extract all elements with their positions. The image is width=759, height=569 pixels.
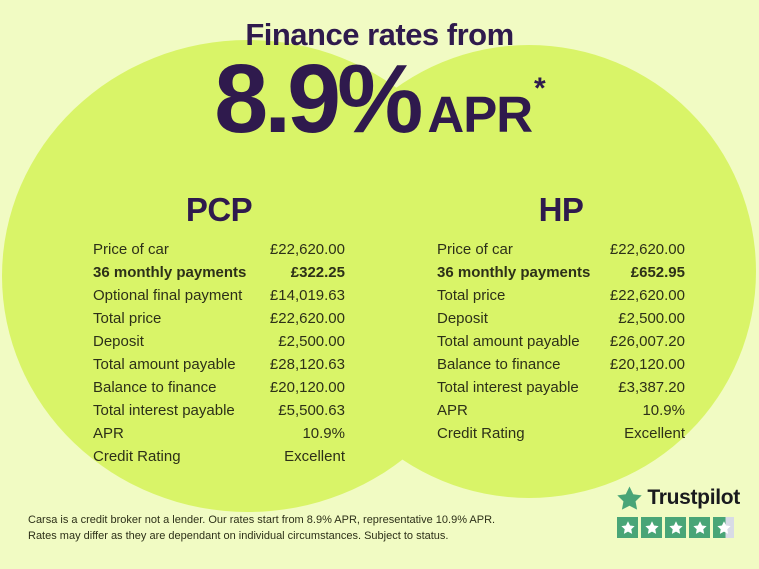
hp-row	[437, 307, 685, 330]
rate-value: 8.9%	[214, 44, 420, 153]
row-value: £3,387.20	[618, 379, 685, 396]
hp-rows	[437, 238, 685, 445]
row-label: APR	[437, 402, 468, 419]
trustpilot-star	[641, 517, 662, 538]
apr-label	[427, 72, 544, 144]
white-star-icon	[669, 521, 683, 534]
pcp-row	[93, 284, 345, 307]
trustpilot-star	[617, 517, 638, 538]
row-value: £652.95	[630, 264, 685, 281]
row-value: £20,120.00	[269, 379, 345, 396]
row-value: 10.9%	[642, 402, 685, 419]
hp-table	[437, 192, 685, 445]
row-label: Deposit	[93, 333, 144, 350]
row-label: Total amount payable	[437, 333, 580, 350]
disclaimer	[28, 512, 495, 544]
pcp-row	[93, 238, 345, 261]
trustpilot-logo	[617, 486, 740, 510]
pcp-heading: PCP	[185, 191, 253, 228]
row-label: Total price	[437, 287, 506, 304]
row-label: Credit Rating	[93, 448, 181, 465]
hp-row	[437, 422, 685, 445]
row-label: Total interest payable	[93, 402, 235, 419]
row-label: Price of car	[437, 241, 513, 258]
row-label: Deposit	[437, 310, 488, 327]
pcp-row	[93, 261, 345, 284]
hp-heading: HP	[538, 191, 584, 228]
row-value: £26,007.20	[609, 333, 685, 350]
hp-row	[437, 330, 685, 353]
pcp-row	[93, 376, 345, 399]
row-value: £22,620.00	[609, 287, 685, 304]
pcp-row	[93, 445, 345, 468]
trustpilot-star	[689, 517, 710, 538]
white-star-icon	[717, 521, 731, 534]
row-value: £14,019.63	[269, 287, 345, 304]
pcp-row	[93, 399, 345, 422]
apr-text: APR	[427, 86, 533, 143]
hp-row	[437, 376, 685, 399]
pcp-rows	[93, 238, 345, 468]
hp-row	[437, 353, 685, 376]
row-label: Price of car	[93, 241, 169, 258]
trustpilot-star	[665, 517, 686, 538]
headline-rate	[0, 44, 759, 153]
row-label: 36 monthly payments	[437, 264, 591, 281]
hp-row	[437, 399, 685, 422]
banner-subtitle: Finance rates from	[245, 17, 514, 52]
banner-header	[0, 0, 759, 153]
white-star-icon	[693, 521, 707, 534]
row-label: Balance to finance	[437, 356, 561, 373]
row-value: £20,120.00	[609, 356, 685, 373]
pcp-row	[93, 330, 345, 353]
pcp-row	[93, 422, 345, 445]
row-label: Optional final payment	[93, 287, 243, 304]
row-label: Total interest payable	[437, 379, 579, 396]
row-label: 36 monthly payments	[93, 264, 247, 281]
trustpilot-rating-stars	[617, 517, 740, 538]
row-value: £5,500.63	[278, 402, 345, 419]
row-label: Total price	[93, 310, 162, 327]
row-label: Total amount payable	[93, 356, 236, 373]
pcp-row	[93, 353, 345, 376]
disclaimer-line-2: Rates may differ as they are dependant on individual circumstances. Subject to status.	[28, 530, 449, 542]
hp-row	[437, 238, 685, 261]
hp-row	[437, 284, 685, 307]
white-star-icon	[621, 521, 635, 534]
trustpilot-widget	[617, 486, 740, 538]
trustpilot-wordmark: Trustpilot	[647, 486, 740, 509]
row-value: £2,500.00	[618, 310, 685, 327]
row-value: Excellent	[624, 425, 685, 442]
row-value: £22,620.00	[609, 241, 685, 258]
row-value: 10.9%	[302, 425, 345, 442]
disclaimer-line-1: Carsa is a credit broker not a lender. Our rates start from 8.9% APR, representative 10.9% APR.	[28, 514, 496, 526]
trustpilot-star-icon	[617, 486, 642, 510]
row-label: APR	[93, 425, 124, 442]
row-value: £2,500.00	[278, 333, 345, 350]
row-value: £322.25	[290, 264, 345, 281]
row-label: Credit Rating	[437, 425, 525, 442]
pcp-table	[93, 192, 345, 468]
row-value: £22,620.00	[269, 310, 345, 327]
apr-asterisk: *	[534, 72, 545, 105]
row-label: Balance to finance	[93, 379, 217, 396]
pcp-row	[93, 307, 345, 330]
row-value: £28,120.63	[269, 356, 345, 373]
row-value: Excellent	[284, 448, 345, 465]
trustpilot-star	[713, 517, 734, 538]
white-star-icon	[645, 521, 659, 534]
row-value: £22,620.00	[269, 241, 345, 258]
hp-row	[437, 261, 685, 284]
